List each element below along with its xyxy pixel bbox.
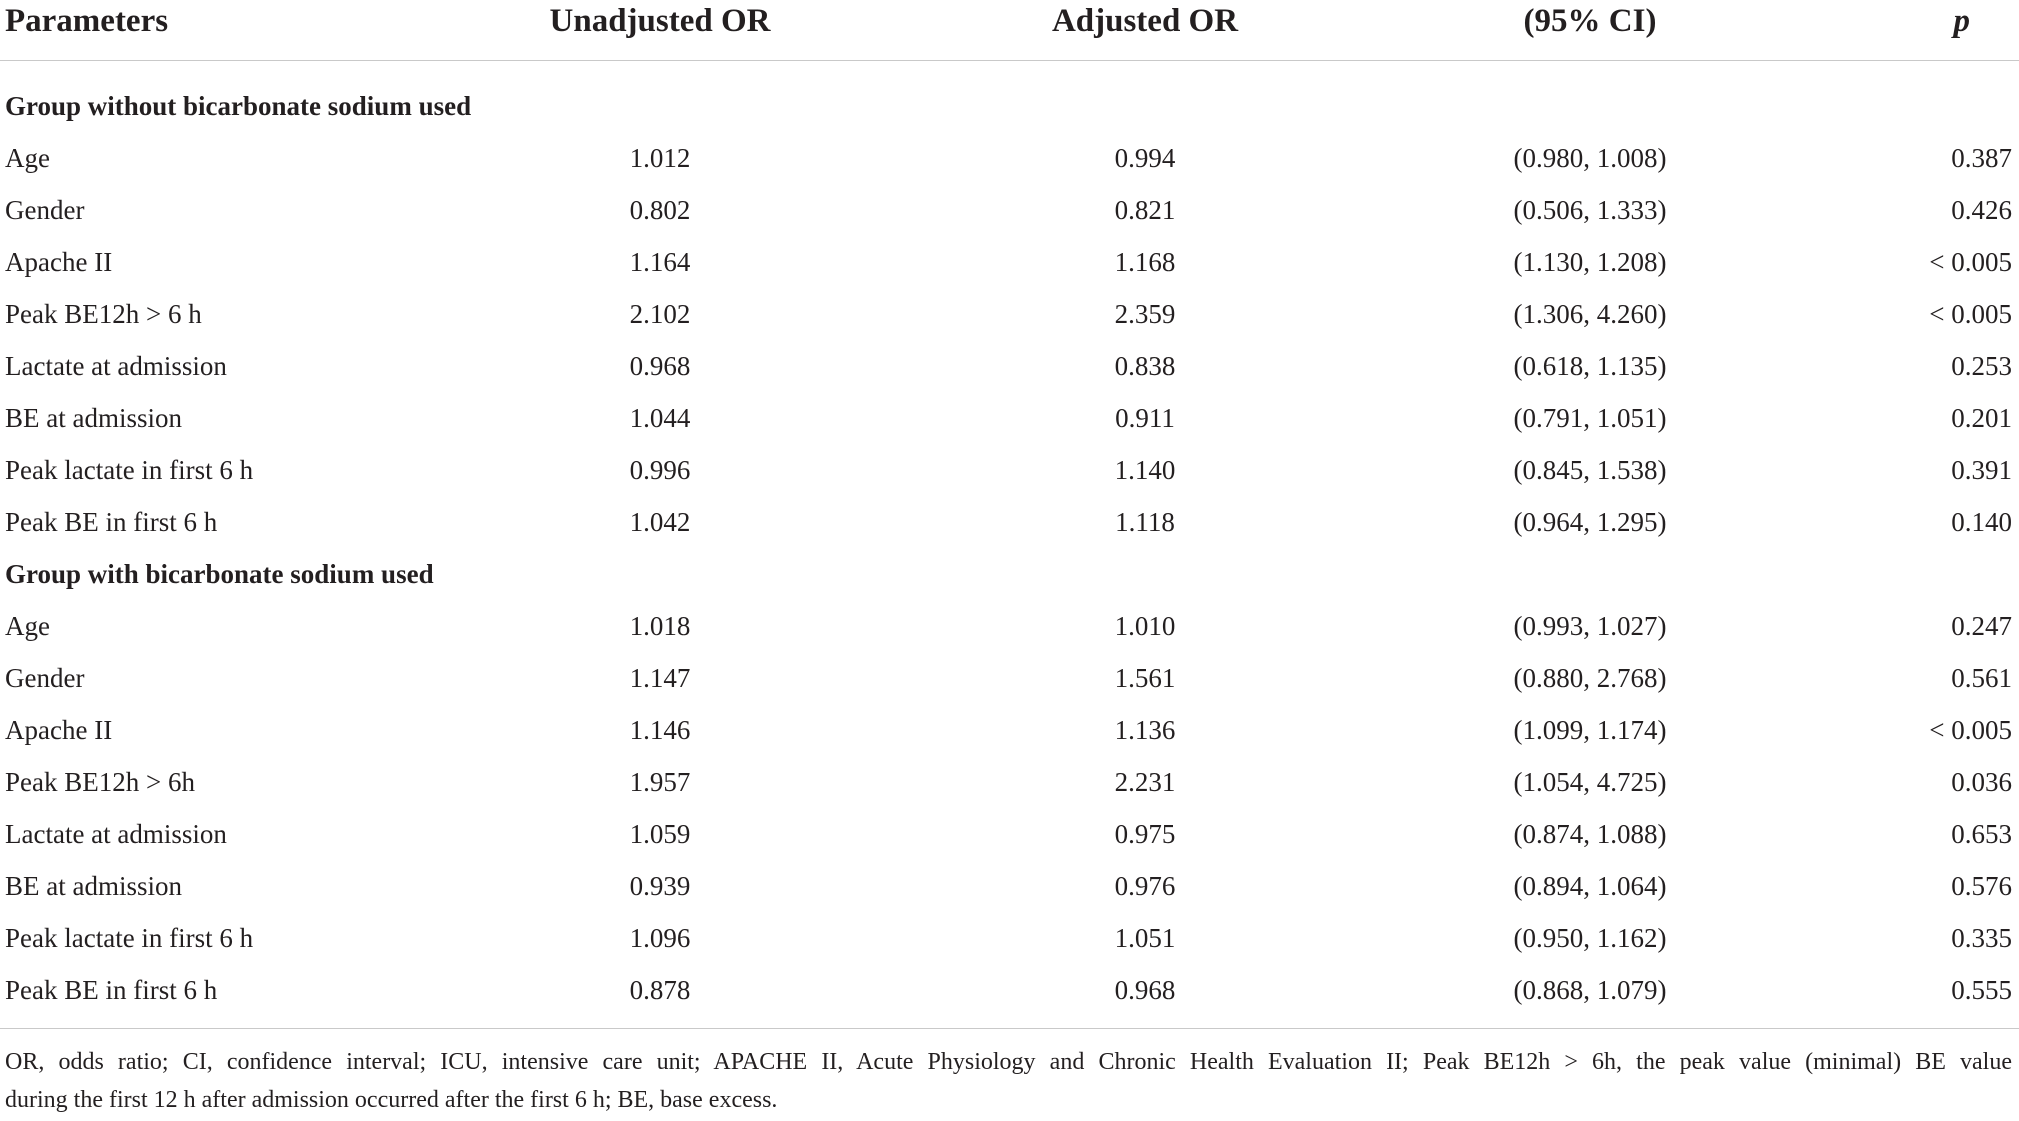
cell-unadjusted-or: 1.164	[629, 247, 691, 277]
cell-parameter: Lactate at admission	[5, 819, 227, 849]
cell-adjusted-or: 1.118	[1115, 507, 1175, 537]
cell-p-value: 0.426	[1951, 195, 2012, 225]
table-row	[0, 964, 2012, 1016]
cell-ci: (1.099, 1.174)	[1513, 715, 1667, 745]
table-row	[0, 496, 2012, 548]
table-row	[0, 756, 2012, 808]
cell-adjusted-or: 0.968	[1114, 975, 1176, 1005]
cell-adjusted-or: 1.051	[1114, 923, 1176, 953]
cell-p-value: 0.036	[1951, 767, 2012, 797]
cell-adjusted-or: 0.975	[1114, 819, 1176, 849]
cell-p-value: 0.253	[1951, 351, 2012, 381]
header-adjusted-or: Adjusted OR	[1051, 3, 1239, 39]
table-row	[0, 600, 2012, 652]
cell-ci: (0.874, 1.088)	[1513, 819, 1667, 849]
cell-unadjusted-or: 0.802	[629, 195, 691, 225]
cell-unadjusted-or: 1.044	[629, 403, 691, 433]
cell-p-value: < 0.005	[1929, 299, 2012, 329]
cell-parameter: Gender	[5, 663, 85, 693]
cell-parameter: Peak BE12h > 6h	[5, 767, 195, 797]
cell-ci: (0.880, 2.768)	[1513, 663, 1667, 693]
table-row	[0, 808, 2012, 860]
cell-adjusted-or: 0.838	[1114, 351, 1176, 381]
cell-p-value: 0.247	[1951, 611, 2012, 641]
cell-ci: (0.894, 1.064)	[1513, 871, 1667, 901]
cell-ci: (1.054, 4.725)	[1513, 767, 1667, 797]
table-header-row	[0, 0, 2019, 61]
cell-unadjusted-or: 1.096	[629, 923, 691, 953]
cell-adjusted-or: 1.136	[1114, 715, 1176, 745]
cell-p-value: 0.387	[1951, 143, 2012, 173]
cell-p-value: 0.391	[1951, 455, 2012, 485]
cell-ci: (0.868, 1.079)	[1513, 975, 1667, 1005]
footnote-line: OR, odds ratio; CI, confidence interval; ICU, intensive care unit; APACHE II, Acute Physiology and Chronic Health Evaluation II; Peak BE12h > 6h, the peak value (minimal) BE value	[5, 1049, 2012, 1075]
cell-unadjusted-or: 0.939	[629, 871, 691, 901]
cell-adjusted-or: 1.168	[1114, 247, 1176, 277]
cell-adjusted-or: 1.140	[1114, 455, 1176, 485]
cell-unadjusted-or: 1.146	[629, 715, 691, 745]
table-row	[0, 340, 2012, 392]
table-row	[0, 860, 2012, 912]
table-row	[0, 444, 2012, 496]
cell-ci: (0.964, 1.295)	[1513, 507, 1667, 537]
header-p-value: p	[1953, 3, 1970, 39]
cell-adjusted-or: 0.994	[1114, 143, 1176, 173]
table-row	[0, 652, 2012, 704]
cell-parameter: Peak lactate in first 6 h	[5, 455, 254, 485]
cell-ci: (0.791, 1.051)	[1513, 403, 1667, 433]
cell-adjusted-or: 1.561	[1114, 663, 1176, 693]
cell-p-value: < 0.005	[1929, 247, 2012, 277]
table-body	[0, 61, 2019, 1029]
footnote-line: during the first 12 h after admission occurred after the first 6 h; BE, base excess.	[5, 1087, 778, 1113]
cell-p-value: 0.140	[1951, 507, 2012, 537]
cell-unadjusted-or: 1.012	[629, 143, 691, 173]
table-row	[0, 288, 2012, 340]
table-row	[0, 704, 2012, 756]
cell-parameter: Peak lactate in first 6 h	[5, 923, 254, 953]
cell-unadjusted-or: 0.996	[629, 455, 691, 485]
cell-parameter: Peak BE in first 6 h	[5, 975, 218, 1005]
table-row	[0, 912, 2012, 964]
cell-ci: (0.845, 1.538)	[1513, 455, 1667, 485]
cell-p-value: 0.201	[1951, 403, 2012, 433]
cell-unadjusted-or: 1.042	[629, 507, 691, 537]
group-title: Group with bicarbonate sodium used	[5, 559, 434, 589]
cell-p-value: < 0.005	[1929, 715, 2012, 745]
cell-unadjusted-or: 1.147	[629, 663, 691, 693]
cell-unadjusted-or: 1.957	[629, 767, 691, 797]
cell-adjusted-or: 2.359	[1114, 299, 1176, 329]
cell-ci: (0.993, 1.027)	[1513, 611, 1667, 641]
cell-ci: (1.306, 4.260)	[1513, 299, 1667, 329]
cell-ci: (0.618, 1.135)	[1513, 351, 1667, 381]
cell-parameter: BE at admission	[5, 403, 182, 433]
cell-unadjusted-or: 0.968	[629, 351, 691, 381]
cell-ci: (0.980, 1.008)	[1513, 143, 1667, 173]
header-ci: (95% CI)	[1523, 3, 1657, 39]
cell-adjusted-or: 1.010	[1114, 611, 1176, 641]
cell-p-value: 0.335	[1951, 923, 2012, 953]
header-parameters: Parameters	[5, 3, 169, 39]
cell-ci: (0.506, 1.333)	[1513, 195, 1667, 225]
cell-parameter: Gender	[5, 195, 85, 225]
cell-unadjusted-or: 0.878	[629, 975, 691, 1005]
cell-p-value: 0.653	[1951, 819, 2012, 849]
cell-unadjusted-or: 1.018	[629, 611, 691, 641]
cell-parameter: Age	[5, 611, 50, 641]
cell-adjusted-or: 0.911	[1115, 403, 1175, 433]
cell-parameter: BE at admission	[5, 871, 182, 901]
cell-parameter: Apache II	[5, 715, 113, 745]
cell-parameter: Peak BE12h > 6 h	[5, 299, 202, 329]
cell-ci: (0.950, 1.162)	[1513, 923, 1667, 953]
cell-adjusted-or: 2.231	[1114, 767, 1176, 797]
cell-ci: (1.130, 1.208)	[1513, 247, 1667, 277]
cell-parameter: Apache II	[5, 247, 113, 277]
cell-unadjusted-or: 2.102	[629, 299, 691, 329]
cell-p-value: 0.576	[1951, 871, 2012, 901]
table-row	[0, 392, 2012, 444]
cell-unadjusted-or: 1.059	[629, 819, 691, 849]
table-row	[0, 132, 2012, 184]
cell-adjusted-or: 0.976	[1114, 871, 1176, 901]
table-row	[0, 236, 2012, 288]
cell-parameter: Peak BE in first 6 h	[5, 507, 218, 537]
header-unadjusted-or: Unadjusted OR	[549, 3, 771, 39]
cell-p-value: 0.555	[1951, 975, 2012, 1005]
cell-adjusted-or: 0.821	[1114, 195, 1176, 225]
cell-p-value: 0.561	[1951, 663, 2012, 693]
table-row	[0, 184, 2012, 236]
group-title: Group without bicarbonate sodium used	[5, 91, 472, 121]
cell-parameter: Lactate at admission	[5, 351, 227, 381]
cell-parameter: Age	[5, 143, 50, 173]
table-footnote	[0, 1029, 2012, 1119]
